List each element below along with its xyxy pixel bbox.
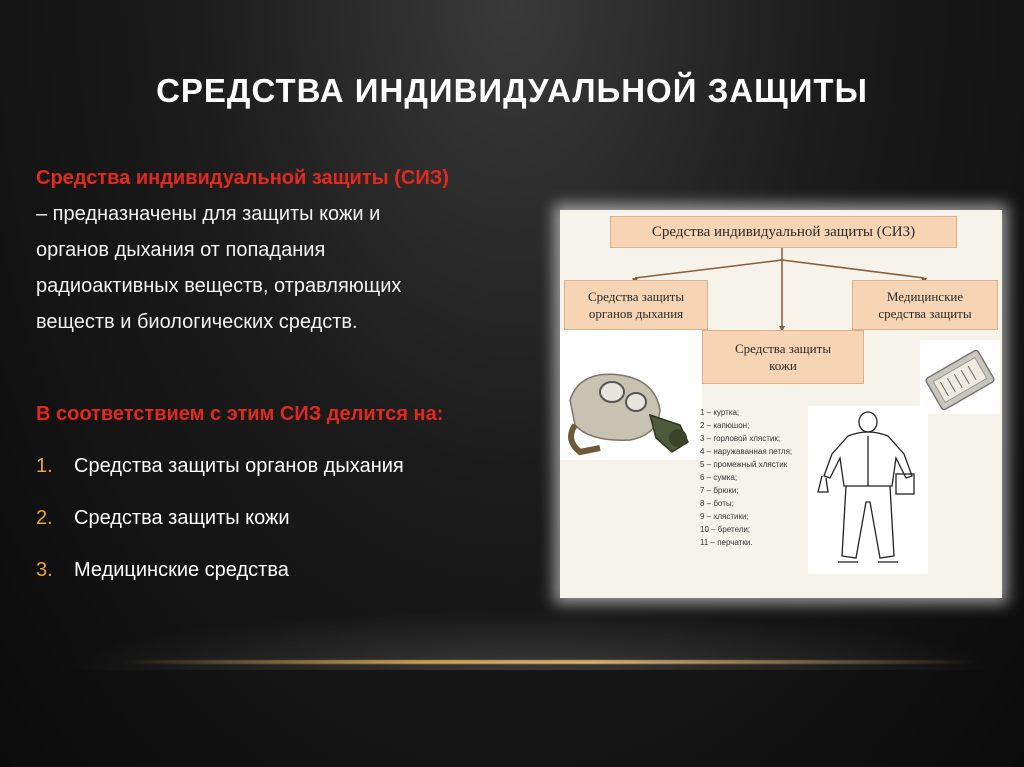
box-line: Средства защиты <box>734 341 832 356</box>
box-line: средства защиты <box>878 306 972 321</box>
text-column <box>36 160 546 581</box>
siz-diagram-image <box>560 210 1002 598</box>
suit-legend <box>700 406 820 549</box>
diagram-box-skin <box>702 330 864 384</box>
legend-item: 6 – сумка; <box>700 473 738 482</box>
diagram-box-top: Средства индивидуальной защиты (СИЗ) <box>610 216 957 248</box>
floor-line <box>120 660 980 664</box>
page-title: СРЕДСТВА ИНДИВИДУАЛЬНОЙ ЗАЩИТЫ <box>156 72 868 109</box>
protective-suit-icon <box>808 406 928 574</box>
box-line: Медицинские <box>886 289 964 304</box>
category-list <box>36 448 404 604</box>
diagram-box-medical <box>852 280 998 330</box>
legend-item: 4 – наружаванная петля; <box>700 447 793 456</box>
list-number: 1. <box>36 455 53 477</box>
intro-line: органов дыхания от попадания <box>36 239 326 261</box>
list-item <box>36 500 404 552</box>
list-item <box>36 448 404 500</box>
intro-term: Средства индивидуальной защиты (СИЗ) <box>36 167 449 189</box>
section-heading: В соответствием с этим СИЗ делится на: <box>36 403 444 425</box>
legend-item: 3 – горловой хлястик; <box>700 434 781 443</box>
intro-line: веществ и биологических средств. <box>36 311 358 333</box>
list-number: 2. <box>36 507 53 529</box>
list-item <box>36 552 404 604</box>
diagram-box-respiratory <box>564 280 708 330</box>
legend-item: 9 – хлястики; <box>700 512 749 521</box>
legend-item: 7 – брюки; <box>700 486 739 495</box>
box-line: кожи <box>769 358 797 373</box>
legend-item: 8 – боты; <box>700 499 734 508</box>
list-text: Средства защиты кожи <box>74 507 290 529</box>
legend-item: 11 – перчатки. <box>700 538 753 547</box>
gas-mask-icon <box>560 330 702 460</box>
intro-line: – предназначены для защиты кожи и <box>36 203 381 225</box>
intro-line: радиоактивных веществ, отравляющих <box>36 275 402 297</box>
list-number: 3. <box>36 559 53 581</box>
box-line: органов дыхания <box>588 306 684 321</box>
list-text: Средства защиты органов дыхания <box>74 455 404 477</box>
legend-item: 5 – промежный хлястик <box>700 460 788 469</box>
list-text: Медицинские средства <box>74 559 289 581</box>
medical-kit-icon <box>920 340 1000 414</box>
legend-item: 1 – куртка; <box>700 408 740 417</box>
legend-item: 10 – бретели; <box>700 525 751 534</box>
legend-item: 2 – капюшон; <box>700 421 750 430</box>
box-line: Средства защиты <box>587 289 685 304</box>
